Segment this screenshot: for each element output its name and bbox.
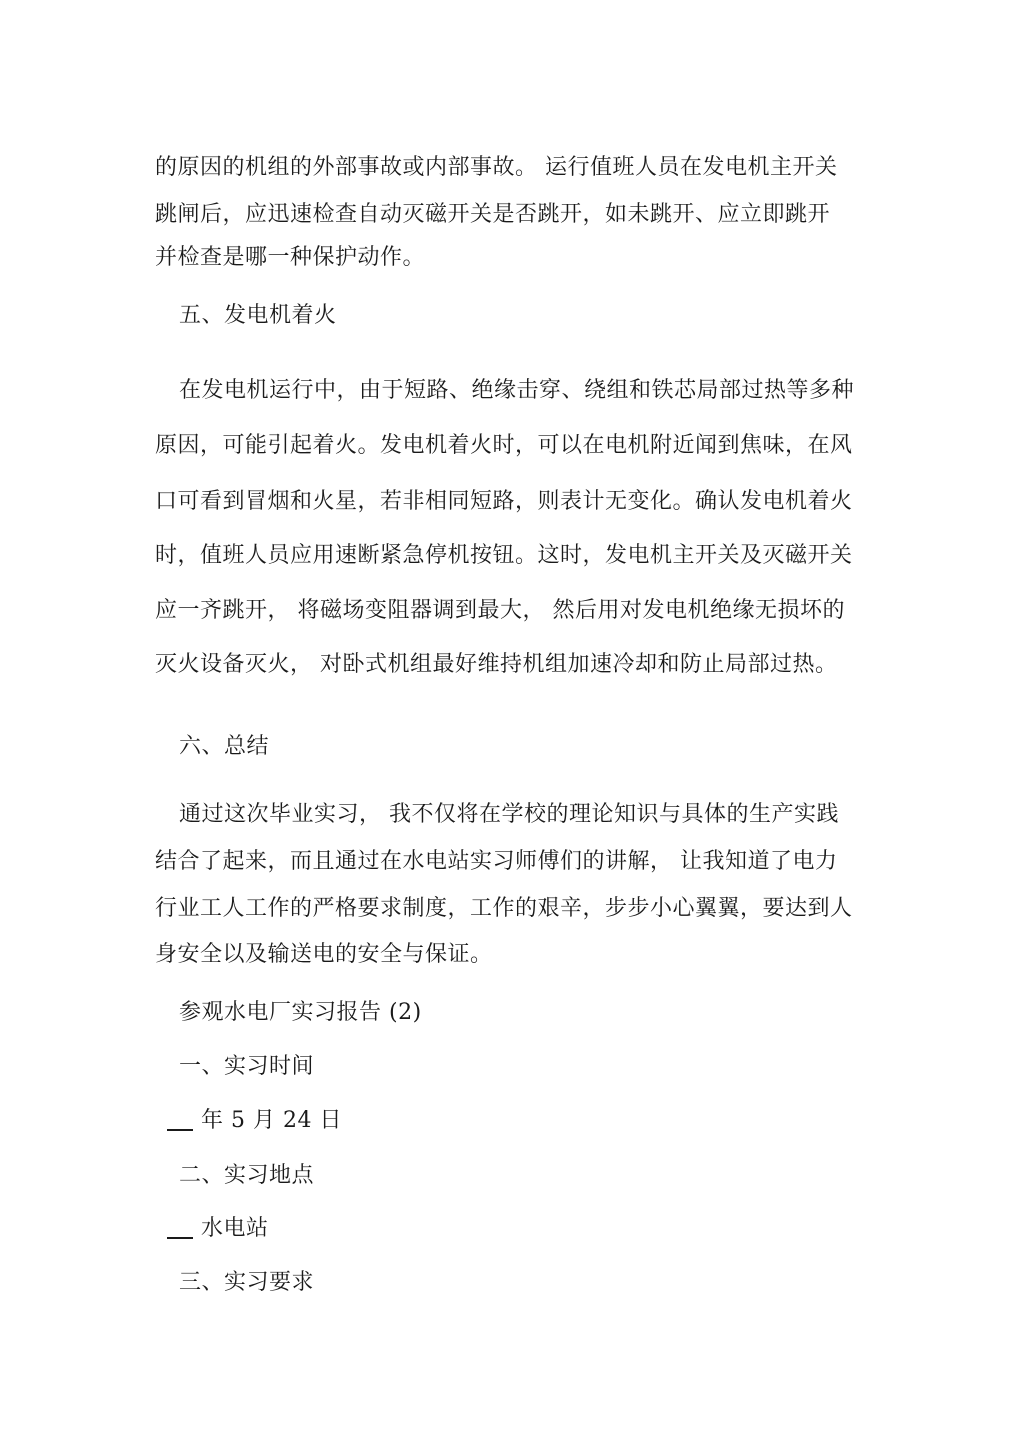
paragraph-line: 身安全以及输送电的安全与保证。 [155,942,493,967]
blank-underline [167,1107,193,1131]
section-heading-place: 二、实习地点 [179,1163,315,1188]
paragraph-line: 时，值班人员应用速断紧急停机按钮。这时，发电机主开关及灭磁开关 [155,543,853,568]
paragraph-line: 结合了起来，而且通过在水电站实习师傅们的讲解， 让我知道了电力 [155,849,838,874]
blank-underline [167,1215,193,1239]
paragraph-line: 口可看到冒烟和火星，若非相同短路，则表计无变化。确认发电机着火 [155,489,853,514]
paragraph-line: 行业工人工作的严格要求制度，工作的艰辛，步步小心翼翼，要达到人 [155,896,853,921]
time-value-row [167,1106,342,1136]
paragraph-line: 在发电机运行中，由于短路、绝缘击穿、绕组和铁芯局部过热等多种 [179,378,855,403]
section-heading-summary: 六、总结 [179,734,270,759]
paragraph-line: 灭火设备灭火， 对卧式机组最好维持机组加速冷却和防止局部过热。 [155,652,838,677]
place-value-row [167,1214,269,1244]
paragraph-line: 通过这次毕业实习， 我不仅将在学校的理论知识与具体的生产实践 [179,802,839,827]
section-heading-requirements: 三、实习要求 [179,1270,315,1295]
paragraph-line: 的原因的机组的外部事故或内部事故。 运行值班人员在发电机主开关 [155,155,838,180]
time-value: 年 5 月 24 日 [201,1108,342,1133]
paragraph-line: 并检查是哪一种保护动作。 [155,245,426,270]
place-value: 水电站 [201,1216,269,1241]
report-title: 参观水电厂实习报告 (2) [179,1000,422,1025]
paragraph-line: 应一齐跳开， 将磁场变阻器调到最大， 然后用对发电机绝缘无损坏的 [155,598,845,623]
section-heading-time: 一、实习时间 [179,1054,315,1079]
paragraph-line: 原因，可能引起着火。发电机着火时，可以在电机附近闻到焦味，在风 [155,433,853,458]
section-heading-fire: 五、发电机着火 [179,303,337,328]
paragraph-line: 跳闸后，应迅速检查自动灭磁开关是否跳开，如未跳开、应立即跳开 [155,202,831,227]
